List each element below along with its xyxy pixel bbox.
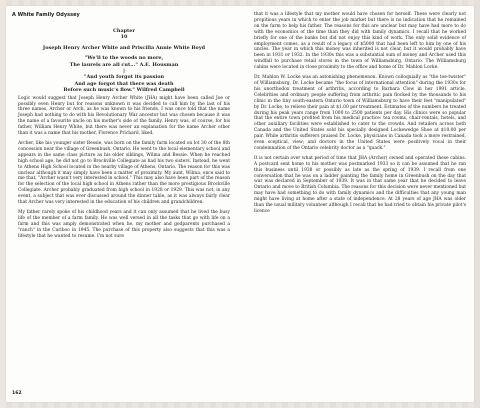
right-column	[254, 12, 466, 215]
chapter-number: 10	[120, 34, 128, 41]
body-paragraph: Dr. Mahlon W. Locke was an astonishing phenomenon. Known colloquially as "the toe-twister" of Williamsburg, Dr. Locke became "the focus of international attention" during the 1930s for his unorthodox treatment of arthritis, according to Barbara Clow in her 1991 article. Celebrities and ordinary people suffering from arthritic pain flocked by the thousands to his clinic in the tiny south-eastern Ontario town of Williamsburg to have their feet "manipulated" by Dr. Locke, to relieve their pain at $1.00 per treatment. Estimates of the numbers he treated during his peak years range from 1000 to 2500 patients per day. His clinics were so popular that the entire town profited from his medical practice: tea rooms, chair-rentals, hotels, and other auxiliary facilities were established to cater to the crowds. And retailers across both Canada and the United States sold his specially designed Lockewedge Shoe at $10.00 per pair. While arthritis sufferers praised Dr. Locke, physicians in Canada took a more restrained, even sceptical, view; and doctors in the United States were positively vocal in their condemnation of the Ontario celebrity doctor as a "quack."	[254, 75, 466, 151]
epigraph-1-line-1: "We'll to the woods no more,	[84, 55, 164, 62]
body-paragraph: that it was a lifestyle that my mother would have chosen for herself. These were clearly not propitious years in which to enter the job market but there is no indication that he remained on the farm to help his father. The reasons for this are unclear but may have had more to do with the economics of the time than they did with family dynamics. I recall that he worked briefly for one of the banks but did not enjoy this kind of work. The only solid evidence of employment comes, as a result of a legacy of $5000 that had been left to him by one of his uncles. The year in which this money was inherited is not clear, but it would probably have been in 1931 or 1932. In the 1930s this was a substantial sum of money and Archer used this windfall to purchase retail stores in the town of Williamsburg, Ontario. The Williamsburg cabins were located in close proximity to the office and home of Dr. Mahlon Locke.	[254, 12, 466, 71]
chapter-heading	[18, 28, 230, 94]
chapter-title: Joseph Henry Archer White and Priscilla Annie White Boyd	[42, 44, 206, 51]
body-paragraph: It is not certain over what period of time that JHA (Archer) owned and operated these cabins. A postcard sent home to his mother was postmarked 1933 so it can be assumed that he ran this business until 1938 or possibly as late as the spring of 1939. I recall from one conversation that he was on a ladder painting the family home in Greenbush on the day that war was declared in September of 1939. It was in that same year that he decided to leave Ontario and move to British Columbia. The reasons for this decision were never mentioned but may have had something to do with family dynamics and the difficulties that any young man might have living at home after a state of independence. At 28 years of age JHA was older than the usual military volunteer although I recall that he had tried to obtain his private pilot's licence	[254, 155, 467, 214]
body-paragraph: Archer, like his younger sister Bessie, was born on the family farm located on lot 30 of the 8th concession near the village of Greenbush, Ontario. He went to the local elementary school and appears in the same class picture as his older siblings, Wilma and Bessie. When he reached high school age, he did not go to Brockville Collegiate as had his two sisters. Instead, he went to Athens High School located in the nearby village of Athens, Ontario. The reason for this was unclear although it may simply have been a matter of proximity. My aunt, Wilma, once said to me that, "Archer wasn't very interested in school." This may also have been part of the reason for the selection of the local high school in Athens rather than the more prestigious Brockville Collegiate. Archer probably graduated from high school in 1928 or 1929. This was not, in any event, a subject that was ever discussed around the dinner table, as it was always fairly clear that Archer was very interested in the education of his children and grandchildren.	[18, 141, 230, 206]
epigraph-1-line-2: The laurels are all cut..." A.E. Housman	[69, 61, 179, 68]
page-number: 162	[12, 391, 22, 396]
body-paragraph: Logic would suggest that Joseph Henry Archer White (JHA) might have been called Joe or possibly even Henry but for reasons unknown it was decided to call him by the last of his three names, Archer or Arch, as he was known to his friends. I was once told that the name Joseph had nothing to do with his Revolutionary War ancestor but was chosen because it was the name of a favourite uncle on his mother's side of the family. Henry was, of course, for his father, William Henry White, but there was never an explanation for the name Archer other than it was a name that his mother, Florence Prichard, liked.	[18, 95, 230, 137]
document-page	[6, 6, 474, 402]
left-column	[18, 28, 230, 240]
epigraph-2-line-1: "And youth forgot its passion	[83, 74, 165, 81]
epigraph-2-line-3: Before such music's flow." Wilfred Campbell	[63, 87, 185, 94]
body-paragraph: My father rarely spoke of his childhood years and it can only assumed that he lived the busy life of the member of a farm family. He was well versed in all the tasks that go with life on a farm and this was amply demonstrated when he, my mother and godparents purchased a "ranch" in the Cariboo in 1945. The purchase of this property also suggests that this was a lifestyle that he wanted to resume. I'm not sure	[18, 209, 230, 239]
epigraph-separator: |	[123, 68, 125, 75]
epigraph-2-line-2: And age forgot that there was death	[74, 80, 174, 87]
running-head: A White Family Odyssey	[12, 12, 80, 18]
chapter-label: Chapter	[113, 28, 135, 34]
